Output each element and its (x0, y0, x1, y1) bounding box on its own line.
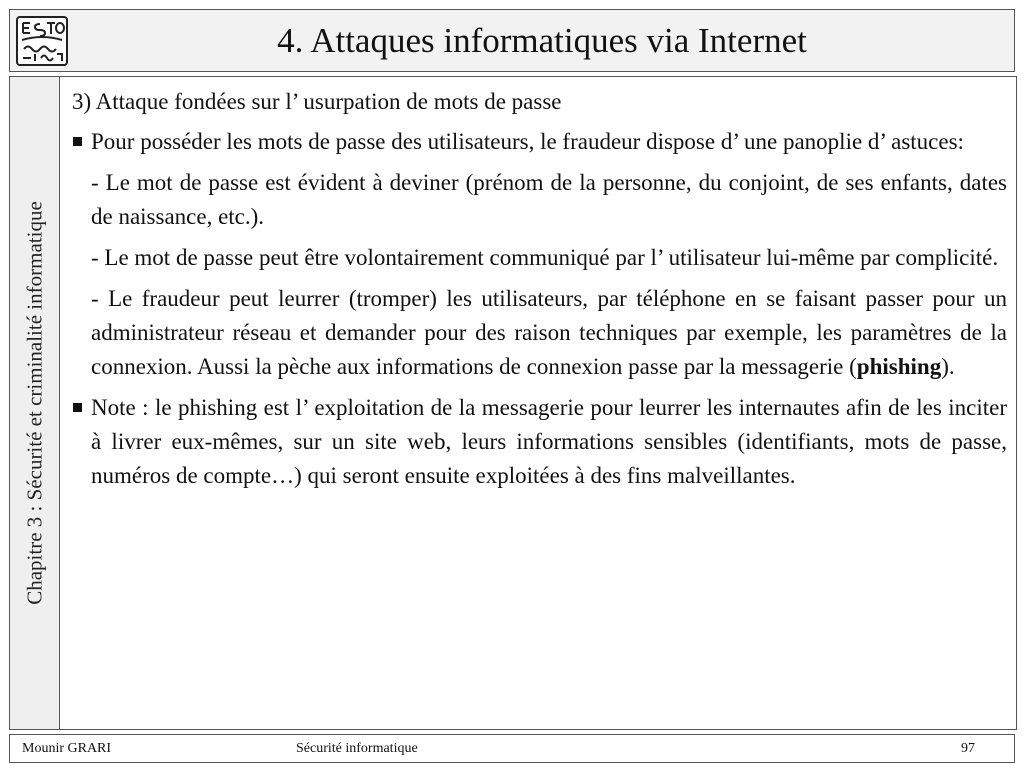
footer-course: Sécurité informatique (296, 741, 418, 756)
bullet-text: Note : le phishing est l’ exploitation de la messagerie pour leurrer les internautes afin de les inciter à livrer eux-mêmes, sur un site web, leurs informations sensibles (identifiants, mots de passe, numéros de compte…) qui seront ensuite exploitées à des fins malveillantes. (91, 395, 1007, 488)
slide-title: 4. Attaques informatiques via Internet (277, 21, 807, 60)
phishing-term: phishing (856, 354, 942, 379)
bullet-text: Pour posséder les mots de passe des utilisateurs, le fraudeur dispose d’ une panoplie d’ astuces: (91, 129, 964, 154)
square-bullet-icon (73, 137, 82, 146)
bullet-item (72, 125, 1007, 159)
chapter-sidebar (10, 77, 60, 729)
esto-logo-icon (16, 16, 68, 66)
bullet-item (72, 391, 1007, 493)
chapter-label: Chapitre 3 : Sécurité et criminalité informatique (22, 201, 47, 605)
sub-item-text: - Le fraudeur peut leurrer (tromper) les utilisateurs, par téléphone en se faisant passer pour un administrateur réseau et demander pour des raison techniques par exemple, les paramètres de la connexion. Aussi la pèche aux informations de connexion passe par la messagerie ( (91, 286, 1007, 379)
slide-body (72, 85, 1007, 500)
section-title: 3) Attaque fondées sur l’ usurpation de mots de passe (72, 89, 562, 114)
footer-author: Mounir GRARI (22, 741, 112, 756)
sub-item: - Le mot de passe peut être volontairement communiqué par l’ utilisateur lui-même par complicité. (91, 245, 999, 270)
sub-item: - Le mot de passe est évident à deviner (prénom de la personne, du conjoint, de ses enfants, dates de naissance, etc.). (91, 170, 1007, 229)
slide-footer (9, 734, 1015, 763)
closing-paren: ). (941, 354, 955, 379)
square-bullet-icon (73, 403, 82, 412)
content-frame (9, 76, 1017, 730)
sub-item (72, 282, 1007, 384)
slide-header (9, 9, 1015, 72)
page-number: 97 (961, 741, 975, 756)
